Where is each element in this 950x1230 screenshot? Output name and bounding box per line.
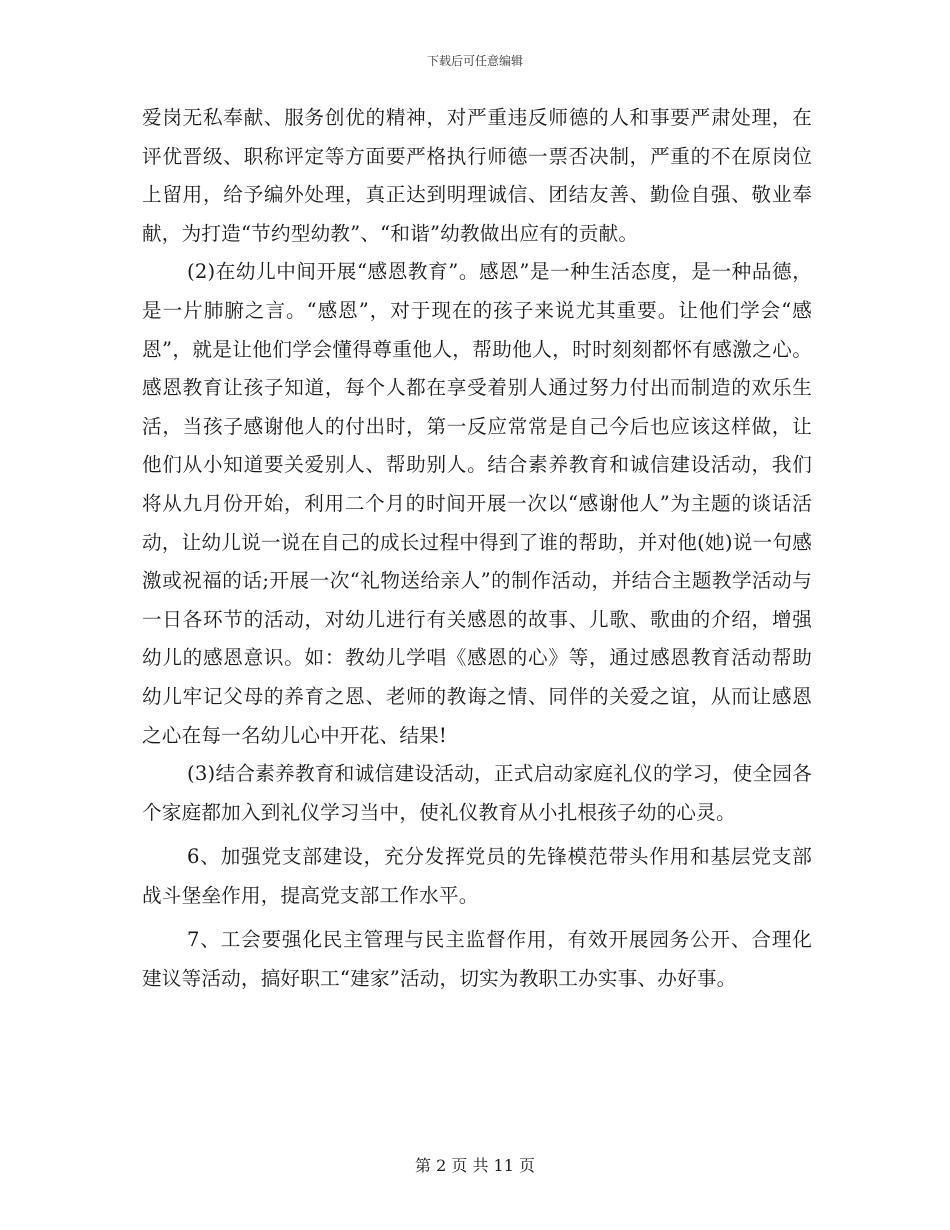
document-body bbox=[142, 99, 812, 999]
page-header-note: 下载后可任意编辑 bbox=[426, 54, 523, 68]
paragraph-continuation: 爱岗无私奉献、服务创优的精神，对严重违反师德的人和事要严肃处理，在评优晋级、职称评定等方面要严格执行师德一票否决制，严重的不在原岗位上留用，给予编外处理，真正达到明理诚信、团结友善、勤俭自强、敬业奉献，为打造“节约型幼教”、“和谐”幼教做出应有的贡献。 bbox=[142, 106, 812, 245]
page-number-footer: 第 2 页 共 11 页 bbox=[415, 1156, 535, 1175]
paragraph-party-branch: 6、加强党支部建设，充分发挥党员的先锋模范带头作用和基层党支部战斗堡垒作用，提高党支部工作水平。 bbox=[142, 845, 812, 907]
paragraph-gratitude-education: (2)在幼儿中间开展“感恩教育”。感恩”是一种生活态度，是一种品德，是一片肺腑之言。“感恩”，对于现在的孩子来说尤其重要。让他们学会“感恩”，就是让他们学会懂得尊重他人，帮助他人，时时刻刻都怀有感激之心。感恩教育让孩子知道，每个人都在享受着别人通过努力付出而制造的欢乐生活，当孩子感谢他人的付出时，第一反应常常是自己今后也应该这样做，让他们从小知道要关爱别人、帮助别人。结合素养教育和诚信建设活动，我们将从九月份开始，利用二个月的时间开展一次以“感谢他人”为主题的谈话活动，让幼儿说一说在自己的成长过程中得到了谁的帮助，并对他(她)说一句感激或祝福的话;开展一次“礼物送给亲人”的制作活动，并结合主题教学活动与一日各环节的活动，对幼儿进行有关感恩的故事、儿歌、歌曲的介绍，增强幼儿的感恩意识。如：教幼儿学唱《感恩的心》等，通过感恩教育活动帮助幼儿牢记父母的养育之恩、老师的教诲之情、同伴的关爱之谊，从而让感恩之心在每一名幼儿心中开花、结果! bbox=[142, 260, 812, 747]
paragraph-trade-union: 7、工会要强化民主管理与民主监督作用，有效开展园务公开、合理化建议等活动，搞好职工“建家”活动，切实为教职工办实事、办好事。 bbox=[142, 928, 812, 991]
paragraph-family-etiquette: (3)结合素养教育和诚信建设活动，正式启动家庭礼仪的学习，使全园各个家庭都加入到礼仪学习当中，使礼仪教育从小扎根孩子幼的心灵。 bbox=[142, 762, 812, 824]
